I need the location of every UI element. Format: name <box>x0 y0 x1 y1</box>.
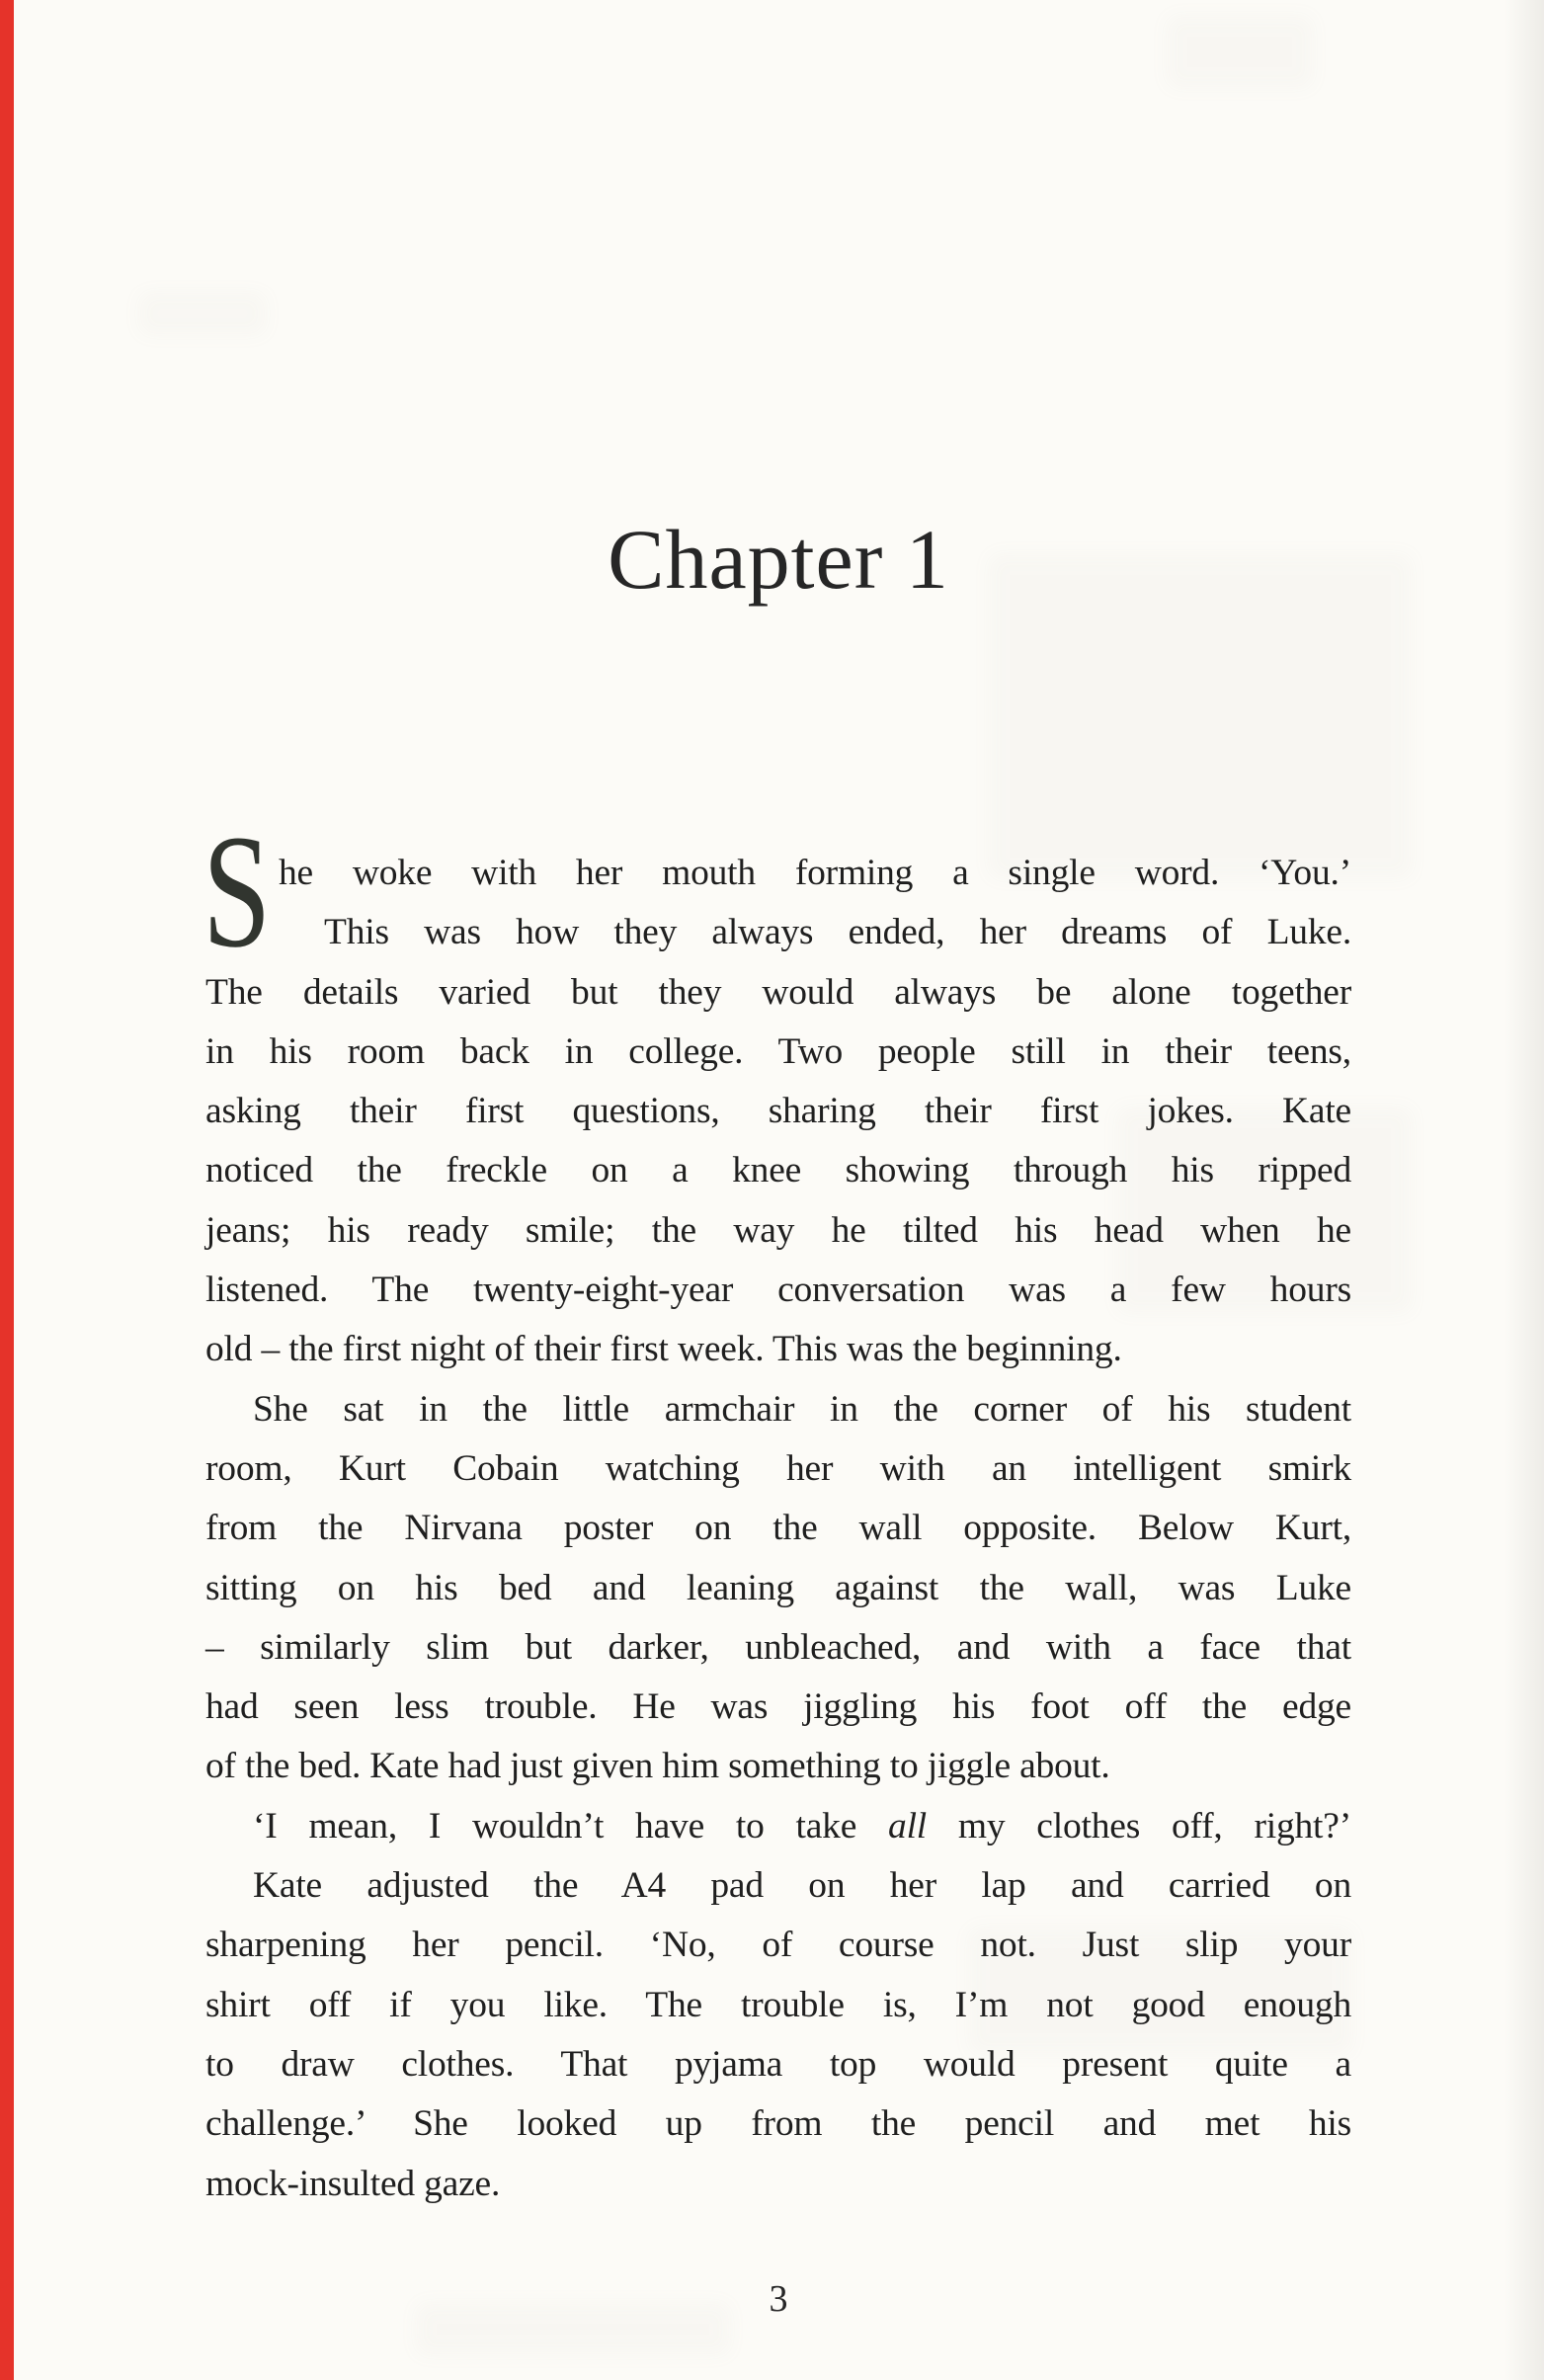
text-line: sharpening her pencil. ‘No, of course not. Just slip your <box>205 1925 1351 1966</box>
text-line: – similarly slim but darker, unbleached, and with a face that <box>205 1626 1351 1668</box>
ghost-smudge <box>988 553 1413 879</box>
page-edge-shadow <box>1504 0 1544 2380</box>
body-text <box>205 844 1351 2214</box>
drop-cap: S <box>203 801 272 981</box>
ghost-smudge <box>138 291 267 336</box>
chapter-heading: Chapter 1 <box>608 512 949 607</box>
text-line: ‘I mean, I wouldn’t have to take all my clothes off, right?’ <box>253 1805 1351 1847</box>
text-line: This was how they always ended, her dreams of Luke. <box>324 912 1351 953</box>
text-line: jeans; his ready smile; the way he tilted his head when he <box>205 1209 1351 1251</box>
text-line: in his room back in college. Two people still in their teens, <box>205 1030 1351 1072</box>
text-line: The details varied but they would always be alone together <box>205 971 1351 1013</box>
text-line: challenge.’ She looked up from the pencil and met his <box>205 2103 1351 2145</box>
text-line: from the Nirvana poster on the wall opposite. Below Kurt, <box>205 1508 1351 1549</box>
text-line: of the bed. Kate had just given him something to jiggle about. <box>205 1746 1110 1787</box>
text-line: to draw clothes. That pyjama top would present quite a <box>205 2043 1351 2085</box>
text-line: listened. The twenty-eight-year conversation was a few hours <box>205 1270 1351 1311</box>
page-number: 3 <box>769 2278 788 2320</box>
text-line: noticed the freckle on a knee showing through his ripped <box>205 1150 1351 1191</box>
text-line: Kate adjusted the A4 pad on her lap and carried on <box>253 1865 1351 1907</box>
text-line: had seen less trouble. He was jiggling his foot off the edge <box>205 1686 1351 1728</box>
text-line: shirt off if you like. The trouble is, I’m not good enough <box>205 1984 1351 2025</box>
text-line: mock-insulted gaze. <box>205 2163 501 2204</box>
text-line: old – the first night of their first week. This was the beginning. <box>205 1329 1122 1370</box>
text-line: sitting on his bed and leaning against the wall, was Luke <box>205 1567 1351 1608</box>
text-line: room, Kurt Cobain watching her with an intelligent smirk <box>205 1447 1351 1489</box>
text-line: She sat in the little armchair in the corner of his student <box>253 1388 1351 1430</box>
ghost-smudge <box>1166 15 1314 89</box>
scan-edge-strip <box>0 0 14 2380</box>
text-line: he woke with her mouth forming a single word. ‘You.’ <box>279 853 1351 893</box>
text-line: asking their first questions, sharing their first jokes. Kate <box>205 1091 1351 1132</box>
